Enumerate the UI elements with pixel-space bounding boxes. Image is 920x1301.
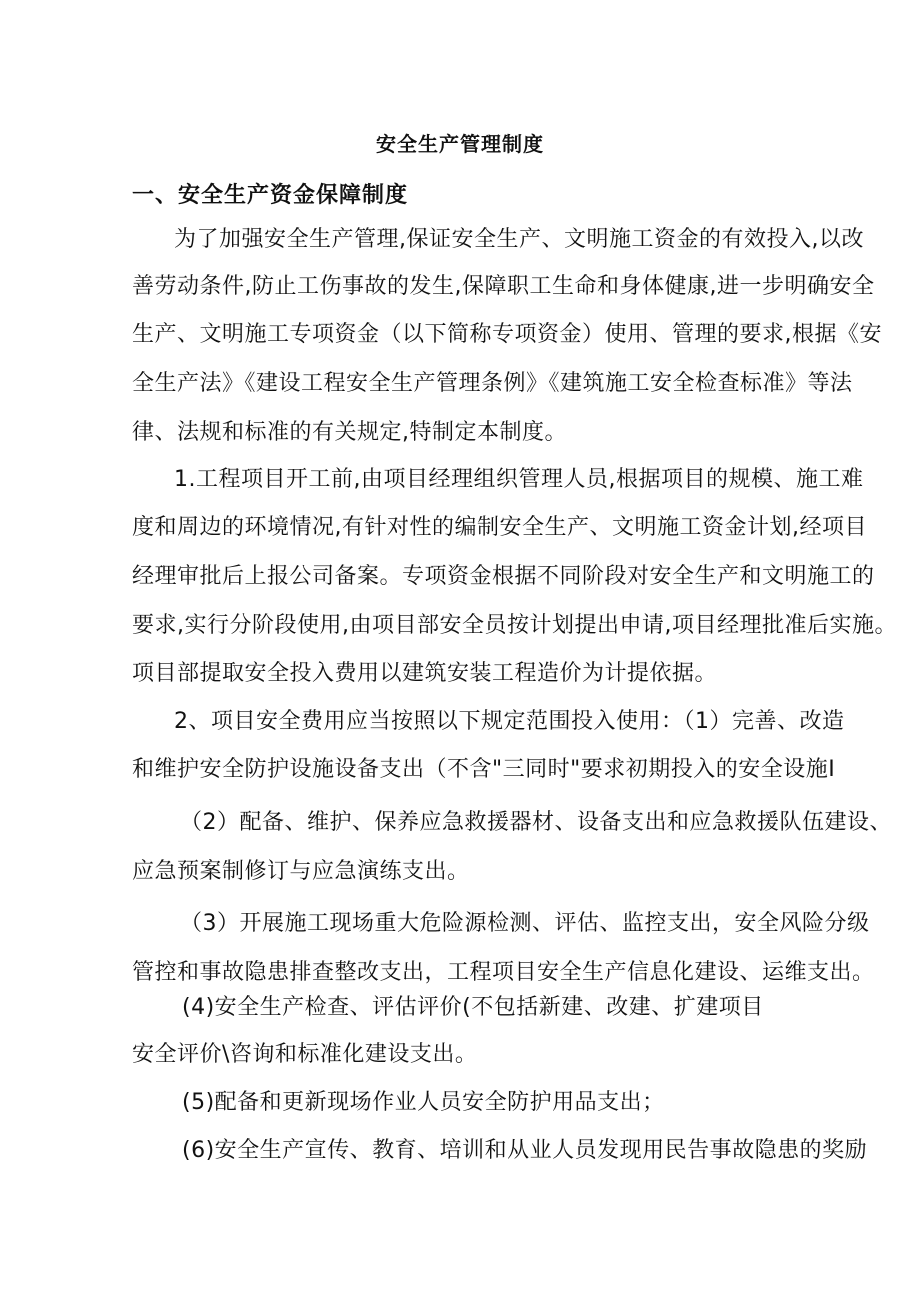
paragraph-line: 和维护安全防护设施设备支出（不含"三同时"要求初期投入的安全设施I xyxy=(132,757,836,782)
paragraph-line: 项目部提取安全投入费用以建筑安装工程造价为计提依据。 xyxy=(132,661,718,686)
paragraph-line: 善劳动条件,防止工伤事故的发生,保障职工生命和身体健康,进一步明确安全 xyxy=(132,274,875,299)
paragraph-line: (6)安全生产宣传、教育、培训和从业人员发现用民告事故隐患的奖励 xyxy=(182,1138,868,1163)
paragraph-line: 度和周边的环境情况,有针对性的编制安全生产、文明施工资金计划,经项目 xyxy=(132,515,867,540)
paragraph-line: 1.工程项目开工前,由项目经理组织管理人员,根据项目的规模、施工难 xyxy=(174,467,864,492)
paragraph-line: 要求,实行分阶段使用,由项目部安全员按计划提出申请,项目经理批准后实施。 xyxy=(132,613,897,638)
document-title: 安全生产管理制度 xyxy=(376,132,544,156)
paragraph-line: 管控和事故隐患排查整改支出，工程项目安全生产信息化建设、运维支出。 xyxy=(132,960,875,985)
paragraph-line: (4)安全生产检查、评估评价(不包括新建、改建、扩建项目 xyxy=(182,995,764,1020)
paragraph-line: 经理审批后上报公司备案。专项资金根据不同阶段对安全生产和文明施工的 xyxy=(132,564,875,589)
paragraph-line: (5)配备和更新现场作业人员安全防护用品支出； xyxy=(182,1090,665,1115)
paragraph-line: 应急预案制修订与应急演练支出。 xyxy=(132,859,470,884)
paragraph-line: （2）配备、维护、保养应急救援器材、设备支出和应急救援队伍建设、 xyxy=(180,810,892,835)
paragraph-line: 律、法规和标准的有关规定,特制定本制度。 xyxy=(132,420,567,445)
paragraph-line: 2、项目安全费用应当按照以下规定范围投入使用：（1）完善、改造 xyxy=(174,709,845,734)
paragraph-line: 全生产法》《建设工程安全生产管理条例》《建筑施工安全检查标准》等法 xyxy=(132,371,853,396)
paragraph-line: 生产、文明施工专项资金（以下简称专项资金）使用、管理的要求,根据《安 xyxy=(132,322,882,347)
paragraph-line: 为了加强安全生产管理,保证安全生产、文明施工资金的有效投入,以改 xyxy=(174,227,864,252)
paragraph-line: （3）开展施工现场重大危险源检测、评估、监控支出，安全风险分级 xyxy=(180,911,870,936)
paragraph-line: 安全评价\咨询和标准化建设支出。 xyxy=(132,1042,478,1067)
section-heading: 一、安全生产资金保障制度 xyxy=(132,183,409,208)
